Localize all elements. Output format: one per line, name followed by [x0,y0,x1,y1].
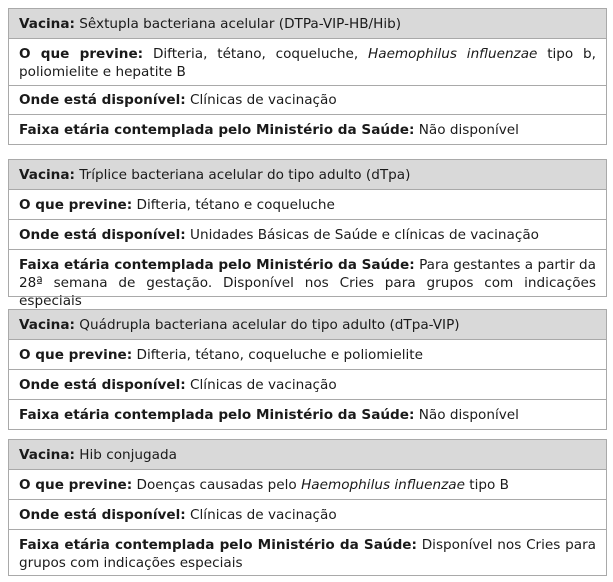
previne-value-italic: Haemophilus influenzae [301,476,465,493]
faixa-row [9,249,606,309]
vacina-value: Sêxtupla bacteriana acelular (DTPa-VIP-HB/Hib) [79,15,402,32]
vaccine-name-row [9,310,606,339]
faixa-value: Para gestantes a partir da 28ª semana de gestação. Disponível nos Cries para grupos com indicações especiais [19,257,597,309]
onde-value: Unidades Básicas de Saúde e clínicas de vacinação [190,226,539,243]
vaccine-name-row [9,160,606,189]
vacina-label: Vacina: [19,166,75,183]
vaccine-name-row [9,440,606,469]
vacina-value: Tríplice bacteriana acelular do tipo adulto (dTpa) [79,166,411,183]
onde-row [9,369,606,399]
onde-value: Clínicas de vacinação [190,376,337,393]
faixa-label: Faixa etária contemplada pelo Ministério da Saúde: [19,257,415,273]
faixa-value: Não disponível [418,121,519,138]
previne-row [9,339,606,369]
previne-value-italic: Haemophilus influenzae [368,46,538,62]
onde-label: Onde está disponível: [19,92,186,108]
previne-row [9,189,606,219]
previne-row [9,469,606,499]
onde-row [9,219,606,249]
onde-row [9,85,606,114]
previne-value-pre: Difteria, tétano, coqueluche, [152,46,369,62]
vaccine-card-hib [8,439,607,576]
previne-value-post: tipo B [464,476,509,493]
previne-label: O que previne: [19,346,133,363]
previne-row [9,38,606,85]
onde-value: Clínicas de vacinação [190,92,337,108]
faixa-value: Disponível nos Cries para grupos com indicações especiais [19,537,596,571]
faixa-label: Faixa etária contemplada pelo Ministério da Saúde: [19,121,415,138]
onde-label: Onde está disponível: [19,376,186,393]
vacina-value: Hib conjugada [79,446,177,463]
vaccine-card-sextupla [8,8,607,145]
faixa-value: Não disponível [418,406,519,423]
onde-label: Onde está disponível: [19,226,186,243]
faixa-label: Faixa etária contemplada pelo Ministério da Saúde: [19,537,417,553]
onde-row [9,499,606,529]
previne-label: O que previne: [19,476,133,493]
vacina-value: Quádrupla bacteriana acelular do tipo adulto (dTpa-VIP) [79,316,460,333]
vaccine-card-quadrupla [8,309,607,430]
previne-label: O que previne: [19,46,144,62]
vacina-label: Vacina: [19,316,75,333]
faixa-label: Faixa etária contemplada pelo Ministério da Saúde: [19,406,415,423]
vaccine-card-triplice [8,159,607,309]
vaccine-name-row [9,9,606,38]
faixa-row [9,399,606,429]
onde-value: Clínicas de vacinação [190,506,337,523]
vacina-label: Vacina: [19,446,75,463]
faixa-row [9,114,606,144]
previne-value-pre: Doenças causadas pelo [136,476,302,493]
onde-label: Onde está disponível: [19,506,186,523]
previne-value: Difteria, tétano, coqueluche e poliomielite [136,346,423,363]
previne-value-post: tipo b, poliomielite e hepatite B [19,46,596,80]
faixa-row [9,529,606,575]
previne-value: Difteria, tétano e coqueluche [136,196,335,213]
vacina-label: Vacina: [19,15,75,32]
previne-label: O que previne: [19,196,133,213]
